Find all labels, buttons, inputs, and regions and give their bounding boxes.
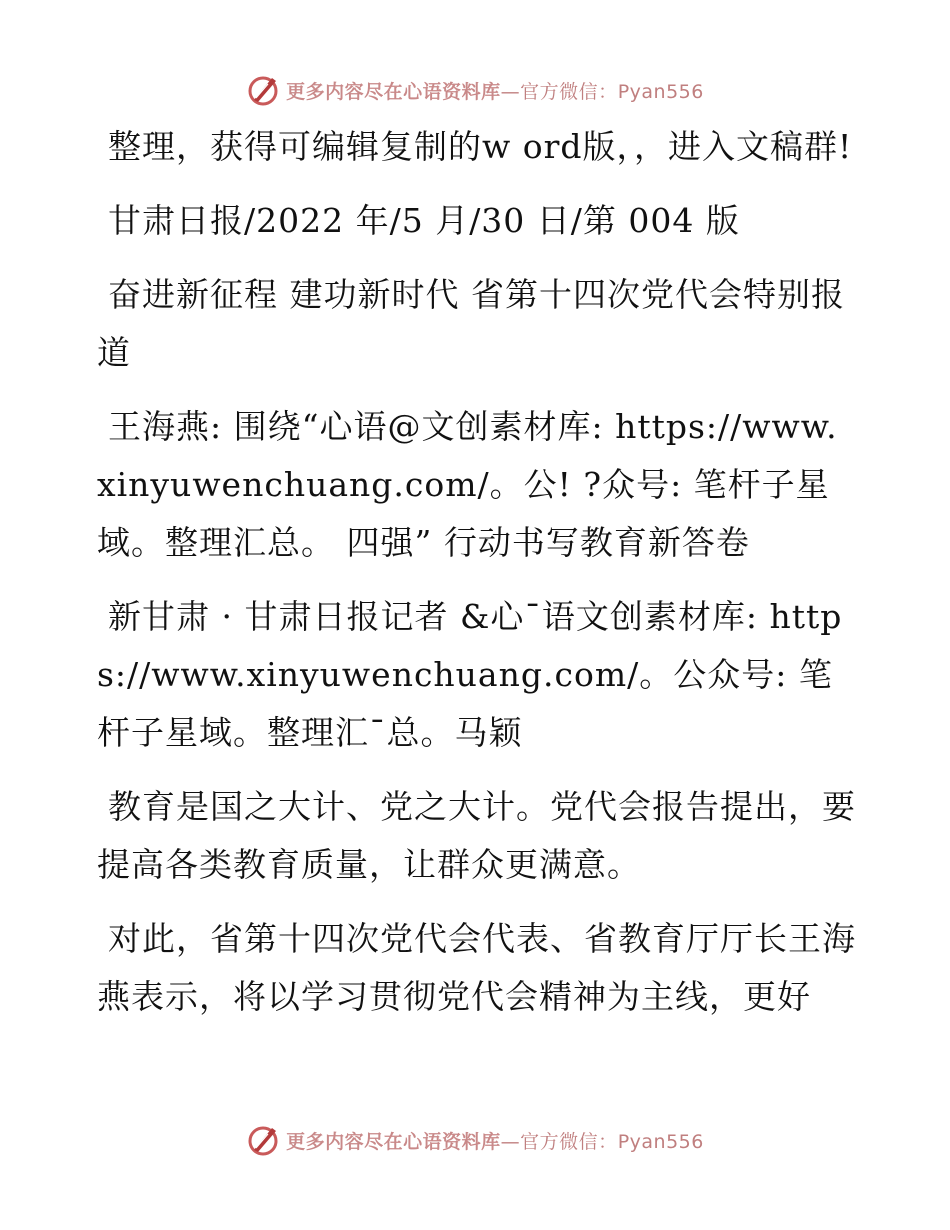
watermark-brand: 更多内容尽在心语资料库 (286, 1130, 501, 1153)
paragraph-intro: 整理，获得可编辑复制的w ord版，，进入文稿群! (108, 127, 853, 166)
header-watermark (0, 72, 950, 108)
watermark-wechat-id: Pyan556 (617, 1130, 704, 1153)
watermark-dash: — (500, 1130, 521, 1153)
watermark-wechat-label: 官方微信： (520, 1130, 618, 1153)
watermark-wechat-label: 官方微信： (520, 80, 618, 103)
watermark-wechat-id: Pyan556 (617, 80, 704, 103)
watermark-text (286, 77, 704, 104)
paragraph-body-1: 教育是国之大计、党之大计。党代会报告提出，要提高各类教育质量，让群众更满意。 (97, 787, 856, 884)
footer-watermark (0, 1122, 950, 1158)
document-body (97, 118, 857, 1042)
paragraph-byline: 新甘肃 · 甘肃日报记者 &心¯语文创素材库: https://www.xinyuwenchuang.com/。公众号: 笔杆子星域。整理汇¯总。马颖 (97, 597, 843, 752)
paragraph-headline: 王海燕: 围绕“心语@文创素材库: https://www.xinyuwenchuang.com/。公! ?众号: 笔杆子星域。整理汇总。 四强” 行动书写教育新答卷 (97, 407, 838, 562)
feather-pen-logo-icon (246, 1122, 282, 1158)
watermark-brand: 更多内容尽在心语资料库 (286, 80, 501, 103)
watermark-text (286, 1127, 704, 1154)
paragraph-body-2: 对此，省第十四次党代会代表、省教育厅厅长王海燕表示，将以学习贯彻党代会精神为主线，更好 (97, 919, 856, 1016)
paragraph-column-title: 奋进新征程 建功新时代 省第十四次党代会特别报道 (97, 275, 845, 372)
watermark-dash: — (500, 80, 521, 103)
feather-pen-logo-icon (246, 72, 282, 108)
paragraph-source-line: 甘肃日报/2022 年/5 月/30 日/第 004 版 (108, 201, 740, 240)
